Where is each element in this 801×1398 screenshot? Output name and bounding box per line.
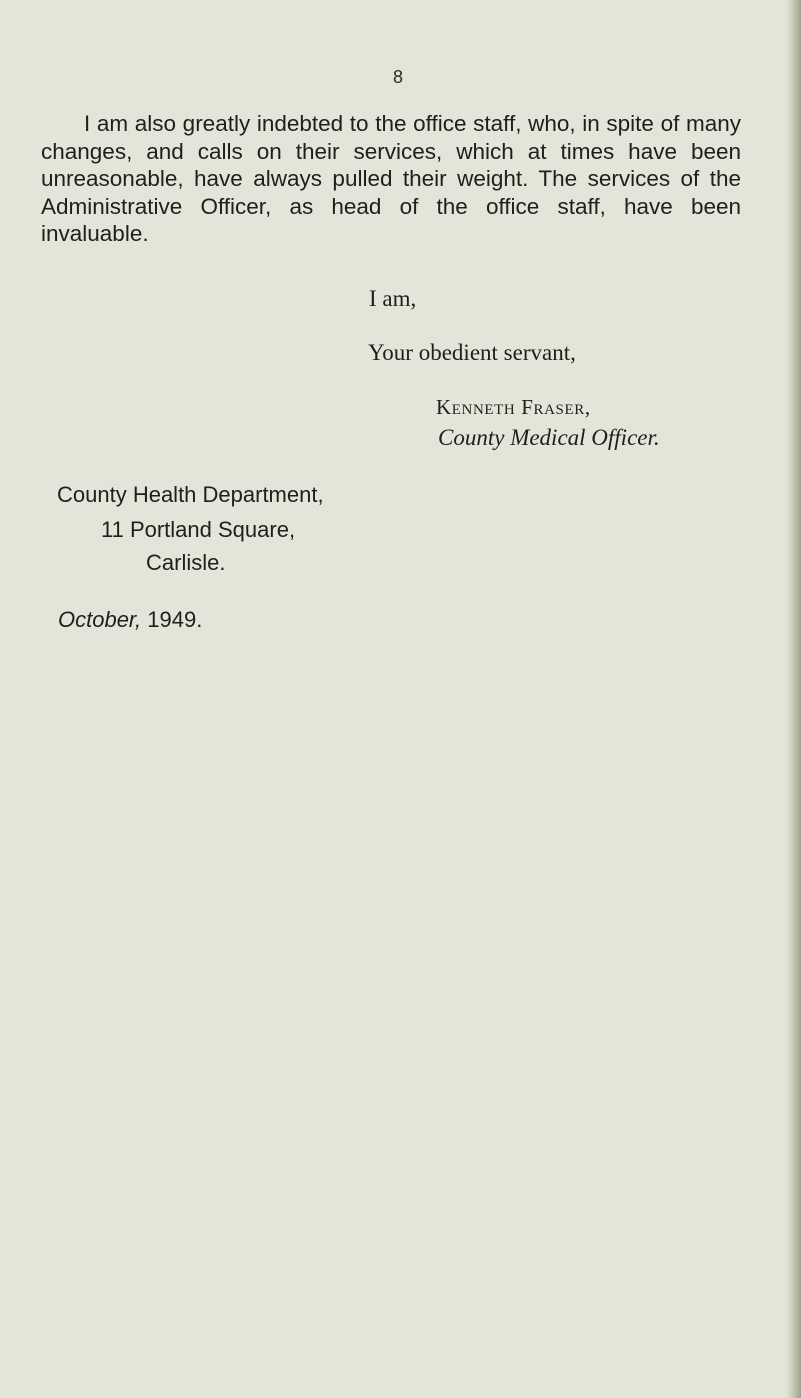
closing-line-1: I am,	[369, 286, 417, 311]
closing-line-2: Your obedient servant,	[368, 340, 576, 365]
signature-name: Kenneth Fraser,	[436, 395, 591, 419]
page-number: 8	[393, 67, 404, 87]
address-line-3: Carlisle.	[146, 550, 226, 575]
letter-date	[58, 606, 202, 634]
date-month: October,	[58, 607, 142, 632]
page-edge-shadow	[785, 0, 801, 1398]
signature-title: County Medical Officer.	[438, 425, 660, 450]
date-year: 1949.	[147, 607, 203, 632]
body-paragraph: I am also greatly indebted to the office staff, who, in spite of many changes, and calls on their services, which at times have been unreasonable, have always pulled their weight. The services of the Administrative Officer, as head of the office staff, have been invaluable.	[41, 111, 741, 246]
address-line-1: County Health Department,	[57, 482, 324, 507]
address-line-2: 11 Portland Square,	[101, 517, 296, 542]
